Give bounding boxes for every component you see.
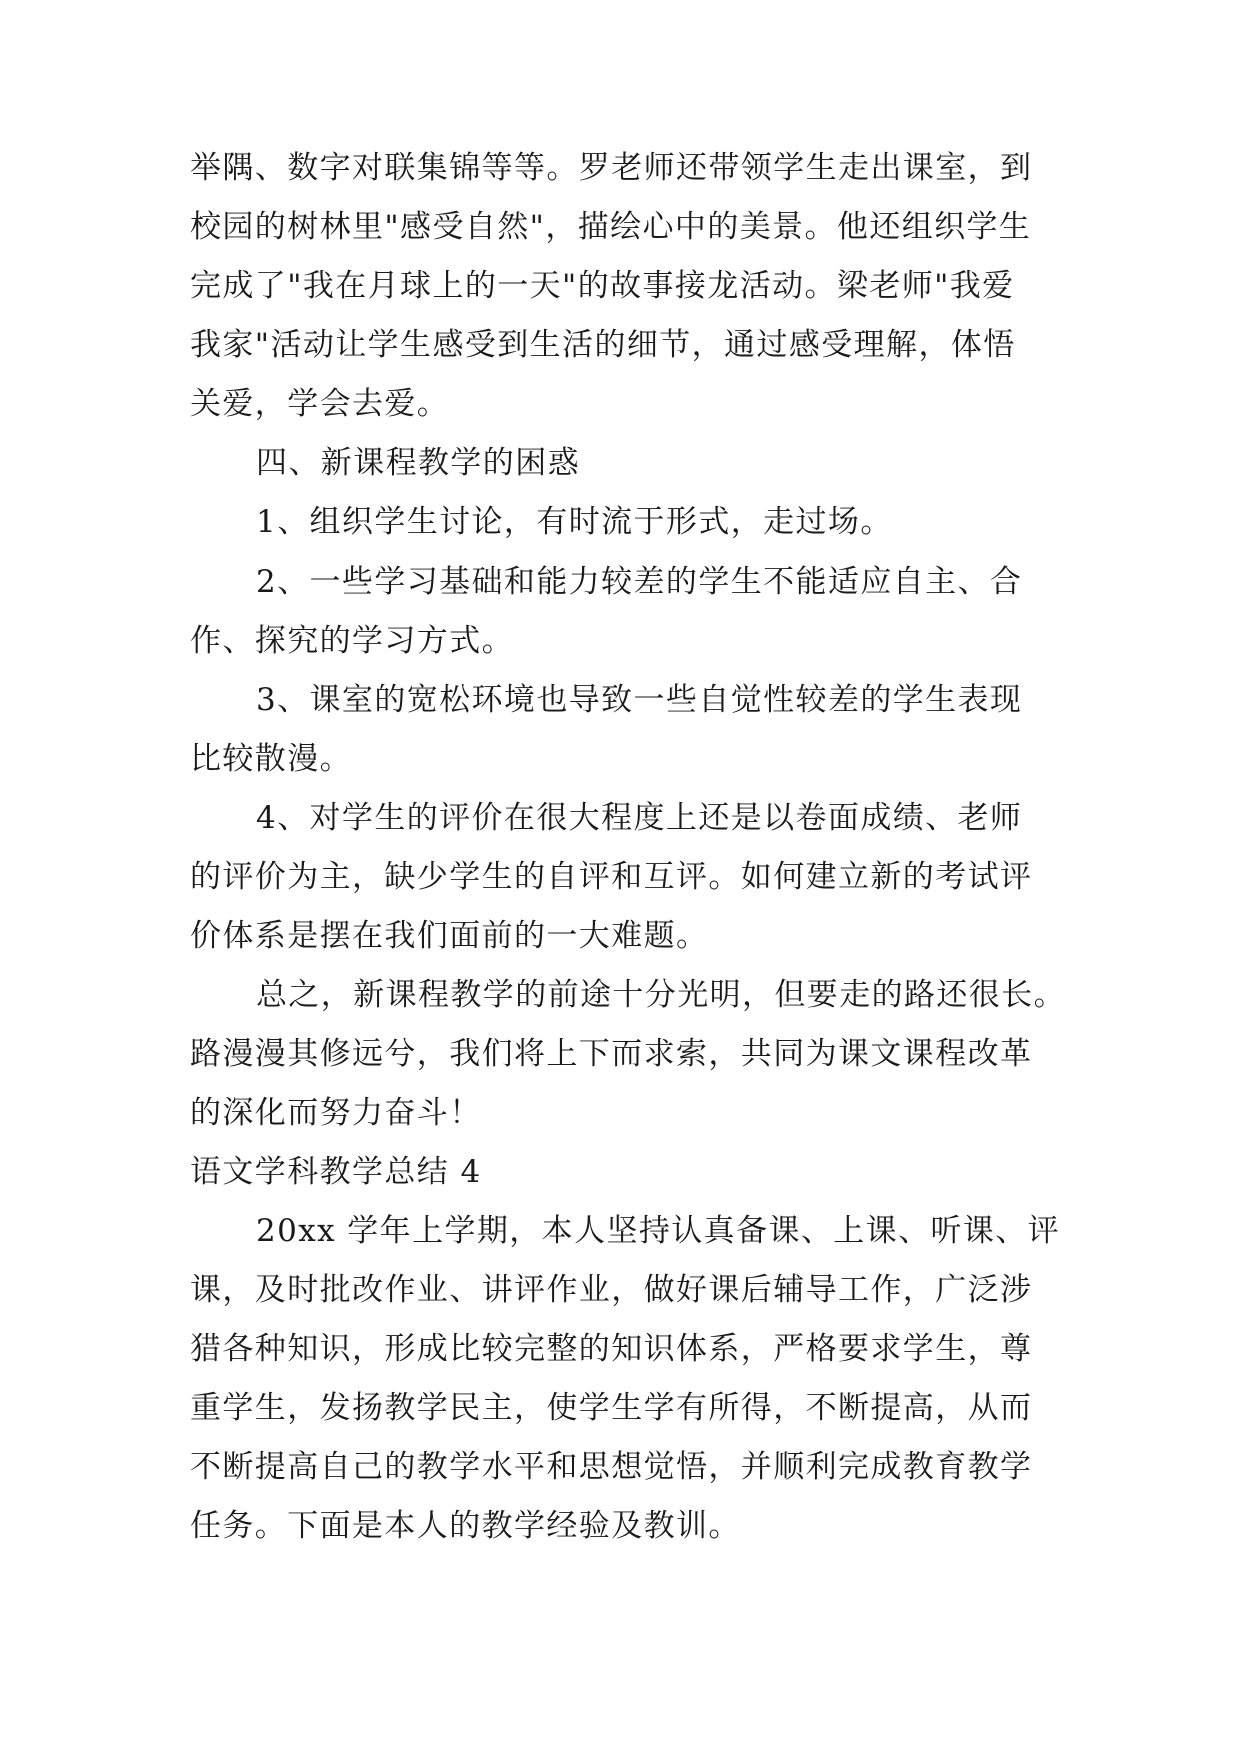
text-line: 猎各种知识，形成比较完整的知识体系，严格要求学生，尊 bbox=[190, 1331, 1033, 1367]
list-item: 3、课室的宽松环境也导致一些自觉性较差的学生表现 bbox=[256, 682, 1023, 718]
text-line: 校园的树林里"感受自然"，描绘心中的美景。他还组织学生 bbox=[190, 209, 1032, 245]
section-title: 语文学科教学总结 4 bbox=[190, 1154, 482, 1190]
text-line: 课，及时批改作业、讲评作业，做好课后辅导工作，广泛涉 bbox=[190, 1272, 1033, 1308]
text-line: 举隅、数字对联集锦等等。罗老师还带领学生走出课室，到 bbox=[190, 150, 1033, 186]
text-line: 重学生，发扬教学民主，使学生学有所得，不断提高，从而 bbox=[190, 1390, 1033, 1426]
text-line: 不断提高自己的教学水平和思想觉悟，并顺利完成教育教学 bbox=[190, 1449, 1033, 1485]
text-line: 我家"活动让学生感受到生活的细节，通过感受理解，体悟 bbox=[190, 327, 1016, 363]
list-item: 4、对学生的评价在很大程度上还是以卷面成绩、老师 bbox=[256, 800, 1023, 836]
text-line: 的深化而努力奋斗！ bbox=[190, 1095, 482, 1131]
paragraph-line: 20xx 学年上学期，本人坚持认真备课、上课、听课、评 bbox=[256, 1213, 1061, 1249]
text-line: 任务。下面是本人的教学经验及教训。 bbox=[190, 1508, 741, 1544]
text-line: 价体系是摆在我们面前的一大难题。 bbox=[190, 918, 709, 954]
text-line: 关爱，学会去爱。 bbox=[190, 386, 450, 422]
list-item: 2、一些学习基础和能力较差的学生不能适应自主、合 bbox=[256, 564, 1023, 600]
text-line: 的评价为主，缺少学生的自评和互评。如何建立新的考试评 bbox=[190, 859, 1033, 895]
text-line: 作、探究的学习方式。 bbox=[190, 623, 514, 659]
list-item: 1、组织学生讨论，有时流于形式，走过场。 bbox=[256, 504, 893, 540]
section-heading: 四、新课程教学的困惑 bbox=[256, 445, 580, 481]
paragraph-line: 总之，新课程教学的前途十分光明，但要走的路还很长。 bbox=[256, 977, 1066, 1013]
text-line: 路漫漫其修远兮，我们将上下而求索，共同为课文课程改革 bbox=[190, 1036, 1033, 1072]
text-line: 比较散漫。 bbox=[190, 741, 352, 777]
text-line: 完成了"我在月球上的一天"的故事接龙活动。梁老师"我爱 bbox=[190, 268, 1015, 304]
